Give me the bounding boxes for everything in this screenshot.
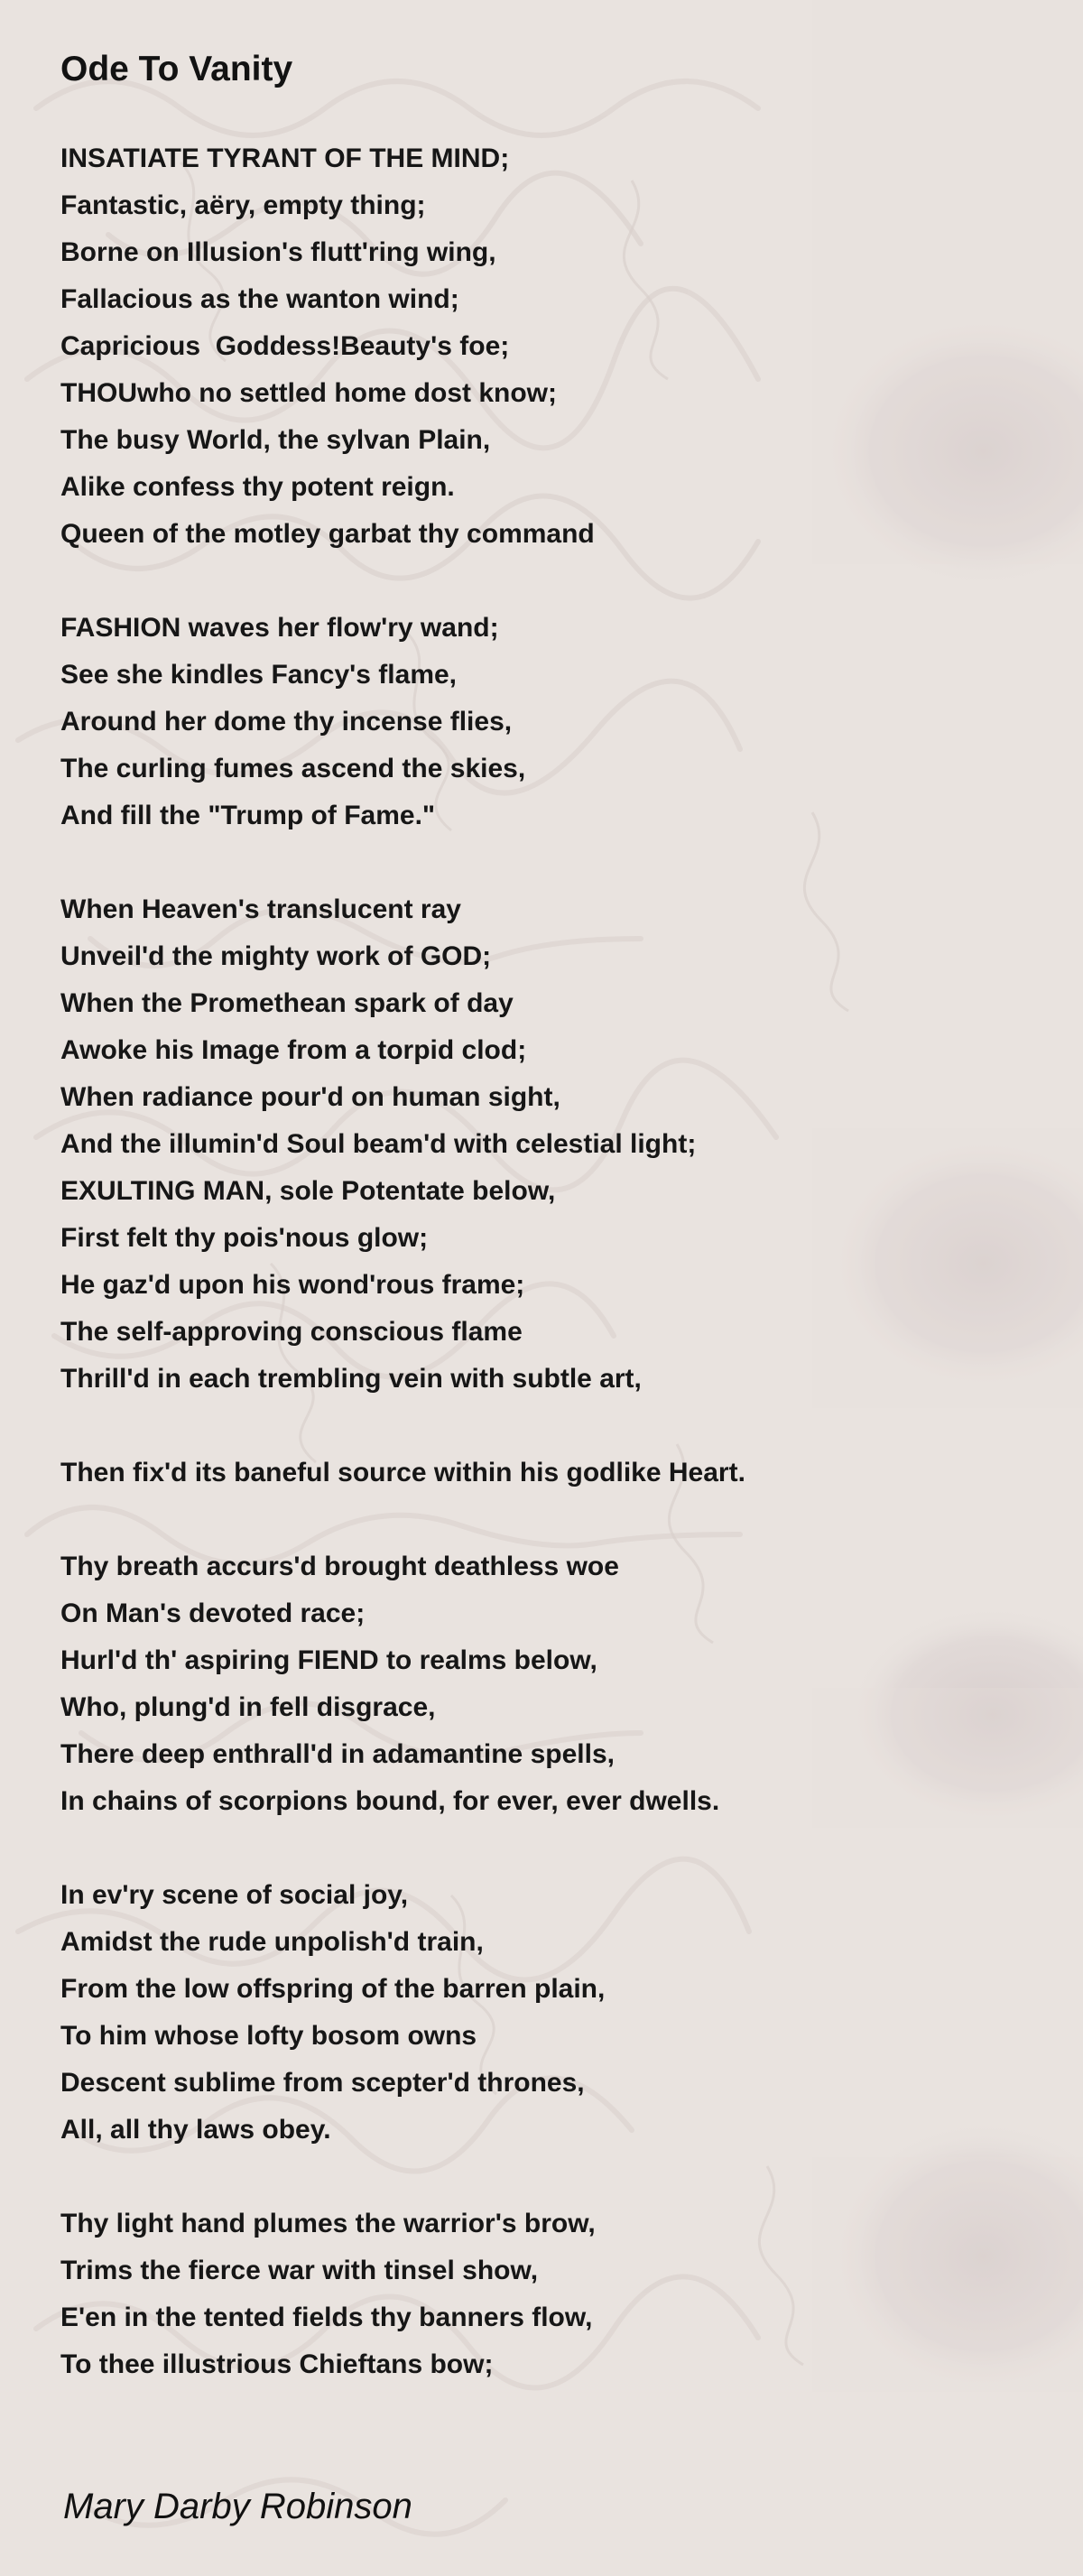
poem-line: Queen of the motley garbat thy command	[60, 519, 595, 549]
poem-line: Alike confess thy potent reign.	[60, 472, 455, 502]
poem-line: And the illumin'd Soul beam'd with celestial light;	[60, 1129, 697, 1159]
poem-line: There deep enthrall'd in adamantine spells,	[60, 1739, 615, 1769]
poem-body	[60, 135, 1053, 2435]
poem-line: In ev'ry scene of social joy,	[60, 1880, 409, 1910]
poem-line: Fallacious as the wanton wind;	[60, 284, 459, 314]
poem-line: THOUwho no settled home dost know;	[60, 378, 557, 408]
poem-line: FASHION waves her flow'ry wand;	[60, 613, 499, 643]
poem-line: INSATIATE TYRANT OF THE MIND;	[60, 144, 510, 173]
poem-line: All, all thy laws obey.	[60, 2115, 331, 2145]
poem-line: Borne on Illusion's flutt'ring wing,	[60, 237, 496, 267]
poem-line: Around her dome thy incense flies,	[60, 707, 513, 737]
poem-line: See she kindles Fancy's flame,	[60, 660, 458, 690]
poem-line: Thy light hand plumes the warrior's brow,	[60, 2209, 596, 2238]
poem-line: In chains of scorpions bound, for ever, ever dwells.	[60, 1786, 720, 1816]
stanza	[60, 1450, 1053, 1496]
poem-line: Unveil'd the mighty work of GOD;	[60, 941, 492, 971]
poem-line: EXULTING MAN, sole Potentate below,	[60, 1176, 556, 1206]
poem-line: To him whose lofty bosom owns	[60, 2021, 477, 2051]
poem-line: Thy breath accurs'd brought deathless woe	[60, 1552, 619, 1581]
poem-line: He gaz'd upon his wond'rous frame;	[60, 1270, 525, 1300]
poem-line: When radiance pour'd on human sight,	[60, 1082, 560, 1112]
stanza	[60, 1872, 1053, 2154]
poem-line: First felt thy pois'nous glow;	[60, 1223, 429, 1253]
poem-line: Descent sublime from scepter'd thrones,	[60, 2068, 585, 2098]
poem-line: On Man's devoted race;	[60, 1598, 366, 1628]
stanza	[60, 135, 1053, 558]
poem-author: Mary Darby Robinson	[63, 2487, 412, 2526]
poem-line: The self-approving conscious flame	[60, 1317, 523, 1347]
poem-line: From the low offspring of the barren plain,	[60, 1974, 606, 2004]
poem-line: Who, plung'd in fell disgrace,	[60, 1692, 436, 1722]
poem-line: And fill the "Trump of Fame."	[60, 801, 436, 830]
poem-line: When the Promethean spark of day	[60, 988, 514, 1018]
stanza	[60, 1543, 1053, 1825]
poem-line: Fantastic, aëry, empty thing;	[60, 190, 426, 220]
poem-line: Capricious Goddess!Beauty's foe;	[60, 331, 510, 361]
poem-line: E'en in the tented fields thy banners flow,	[60, 2303, 593, 2332]
poem-line: To thee illustrious Chieftans bow;	[60, 2349, 494, 2379]
poem-line: Trims the fierce war with tinsel show,	[60, 2256, 539, 2285]
poem-line: Thrill'd in each trembling vein with subtle art,	[60, 1364, 642, 1394]
poem-line: Awoke his Image from a torpid clod;	[60, 1035, 527, 1065]
poem-line: The curling fumes ascend the skies,	[60, 754, 526, 783]
stanza	[60, 605, 1053, 839]
poem-line: Hurl'd th' aspiring FIEND to realms below,	[60, 1645, 597, 1675]
poem-line: When Heaven's translucent ray	[60, 894, 461, 924]
poem-line: The busy World, the sylvan Plain,	[60, 425, 491, 455]
stanza	[60, 886, 1053, 1403]
stanza	[60, 2201, 1053, 2388]
poem-line: Then fix'd its baneful source within his godlike Heart.	[60, 1458, 745, 1487]
poem-title: Ode To Vanity	[60, 50, 293, 88]
poem-line: Amidst the rude unpolish'd train,	[60, 1927, 484, 1957]
